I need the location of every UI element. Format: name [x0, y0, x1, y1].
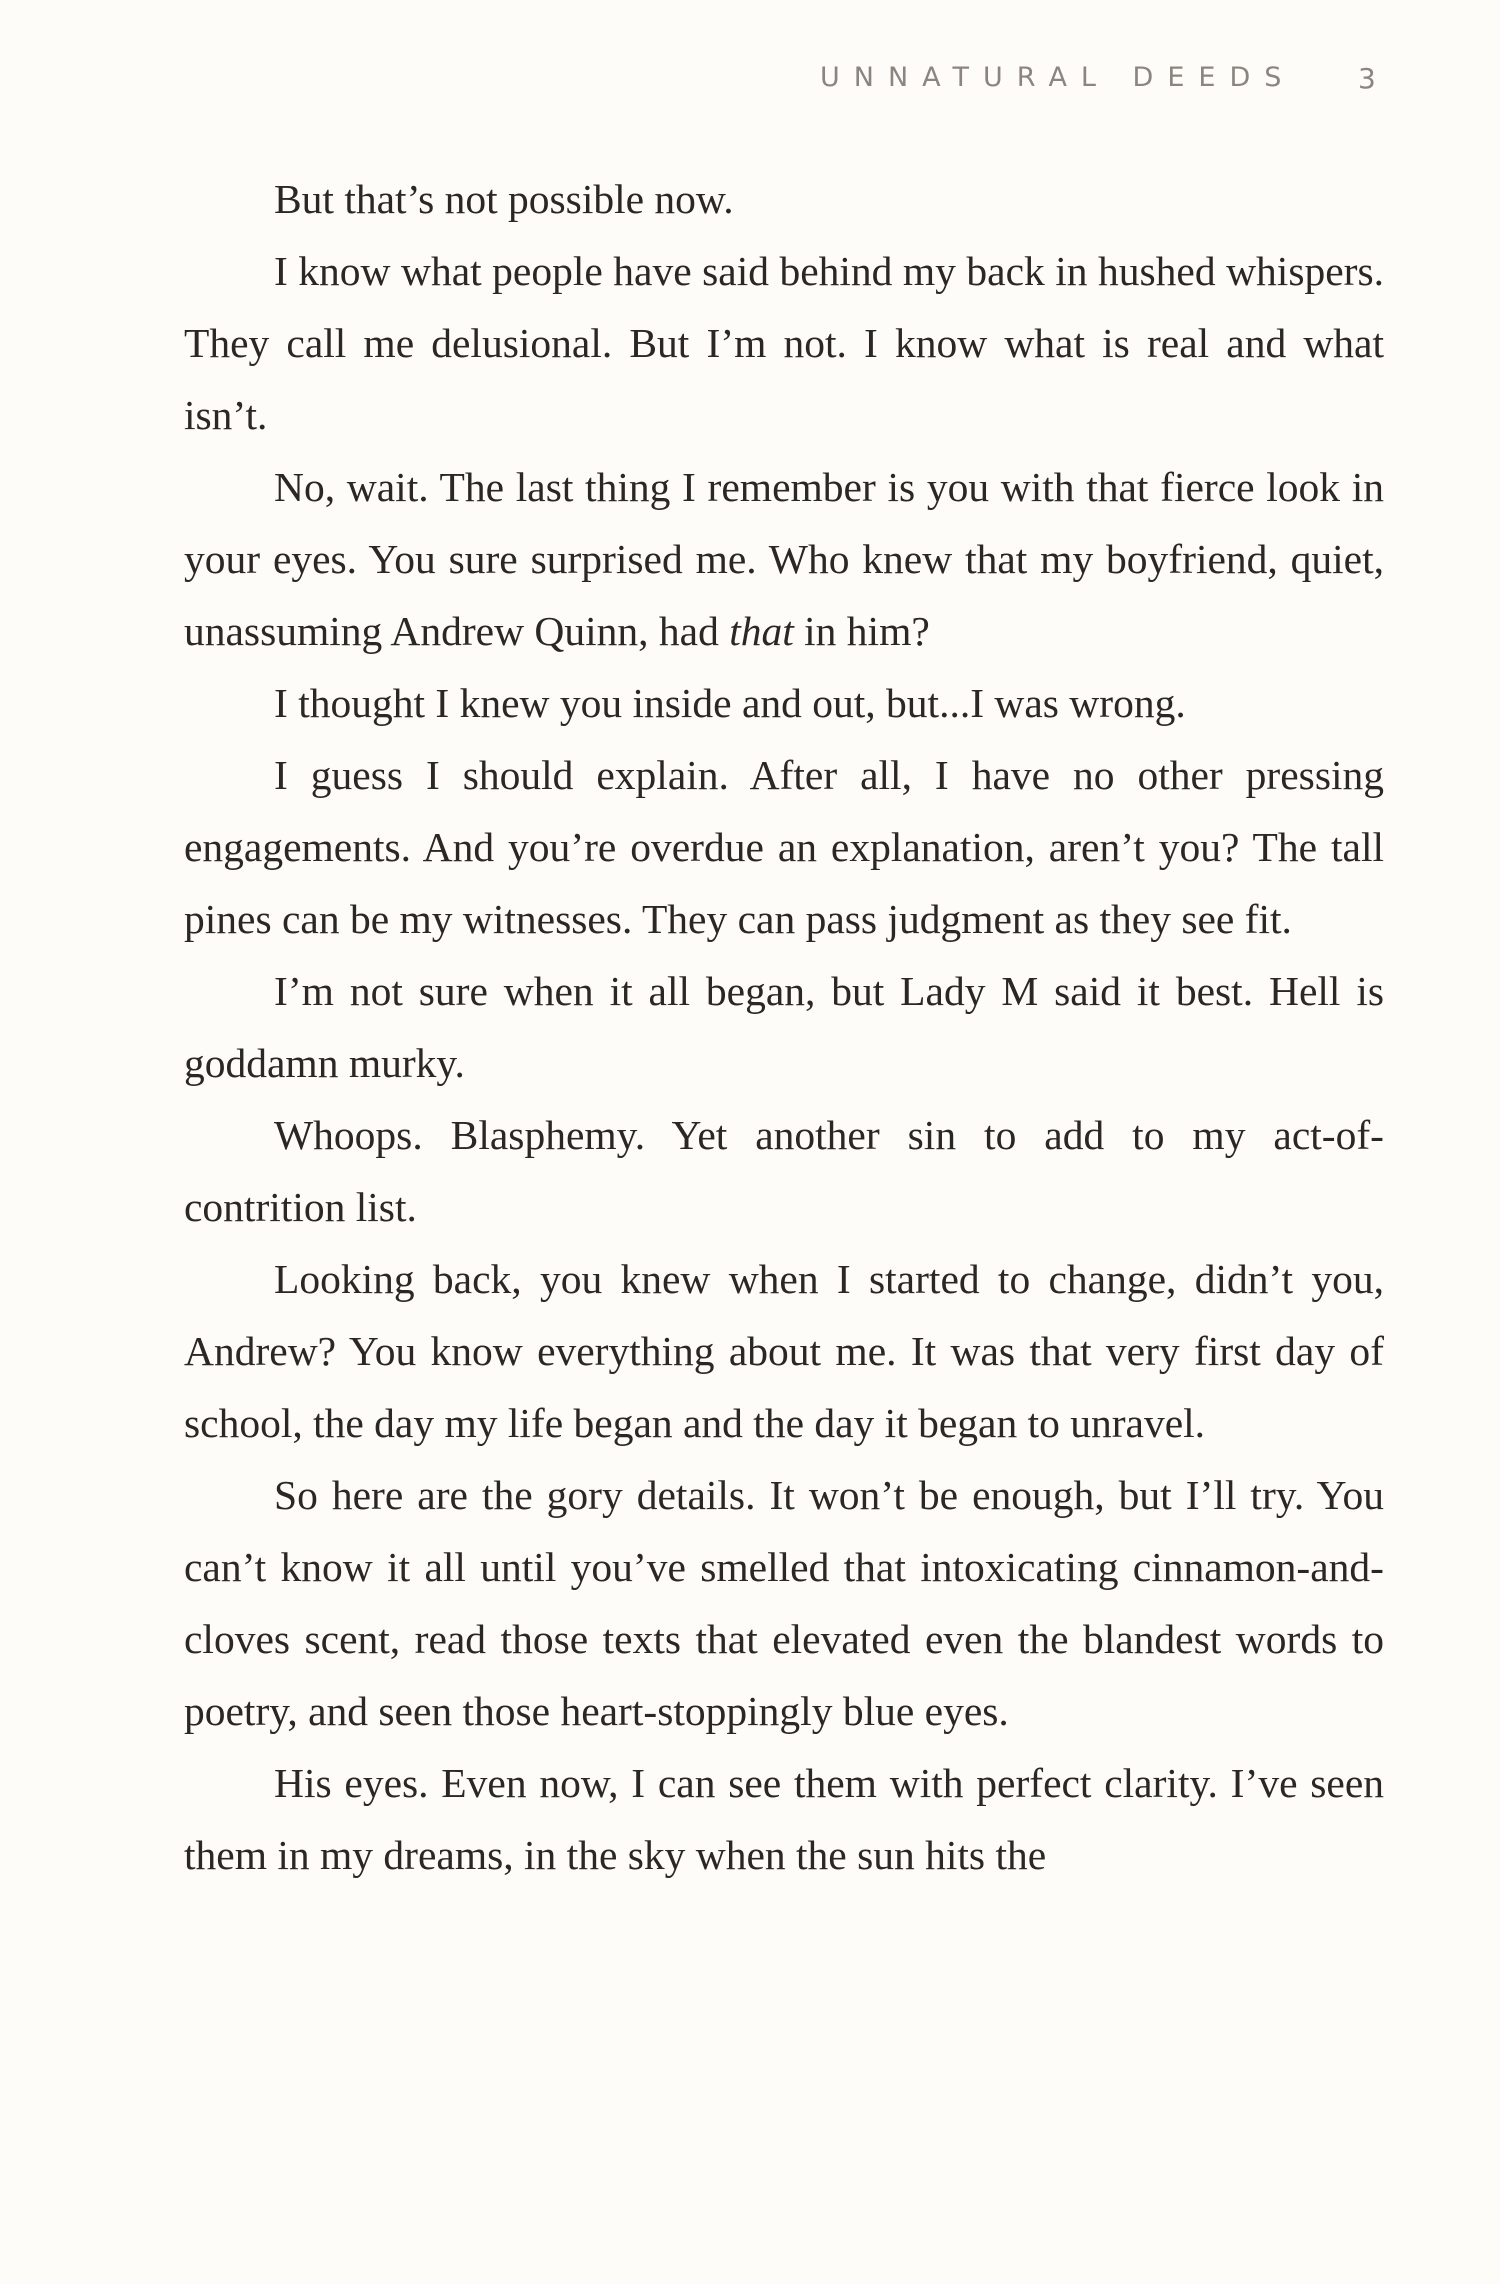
- body-text: [184, 163, 1384, 1891]
- paragraph: Looking back, you knew when I started to change, didn’t you, Andrew? You know everything about me. It was that very first day of school, the day my life began and the day it began to unravel.: [184, 1256, 1384, 1446]
- paragraph: So here are the gory details. It won’t be enough, but I’ll try. You can’t know it all until you’ve smelled that intoxicating cinnamon-and-cloves scent, read those texts that elevated even the blandest words to poetry, and seen those heart-stoppingly blue eyes.: [184, 1472, 1384, 1734]
- paragraph: I guess I should explain. After all, I have no other pressing engagements. And you’re overdue an explanation, aren’t you? The tall pines can be my witnesses. They can pass judgment as they see fit.: [184, 752, 1384, 942]
- paragraph: I thought I knew you inside and out, but...I was wrong.: [274, 680, 1186, 726]
- paragraph: I know what people have said behind my back in hushed whispers. They call me delusional. But I’m not. I know what is real and what isn’t.: [184, 248, 1384, 438]
- paragraph: I’m not sure when it all began, but Lady M said it best. Hell is goddamn murky.: [184, 968, 1384, 1086]
- paragraph: Whoops. Blasphemy. Yet another sin to add to my act-of-contrition list.: [184, 1112, 1384, 1230]
- paragraph: His eyes. Even now, I can see them with perfect clarity. I’ve seen them in my dreams, in the sky when the sun hits the: [184, 1760, 1384, 1878]
- page-number: 3: [1358, 62, 1376, 95]
- paragraph-text: No, wait. The last thing I remember is you with that fierce look in your eyes. You sure surprised me. Who knew that my boyfriend, quiet, unassuming Andrew Quinn, had: [184, 464, 1384, 654]
- paragraph: But that’s not possible now.: [274, 176, 734, 222]
- paragraph-text: in him?: [793, 608, 930, 654]
- paragraph: [184, 451, 1384, 667]
- italic-emphasis: that: [729, 608, 794, 654]
- running-title: UNNATURAL DEEDS: [820, 62, 1296, 93]
